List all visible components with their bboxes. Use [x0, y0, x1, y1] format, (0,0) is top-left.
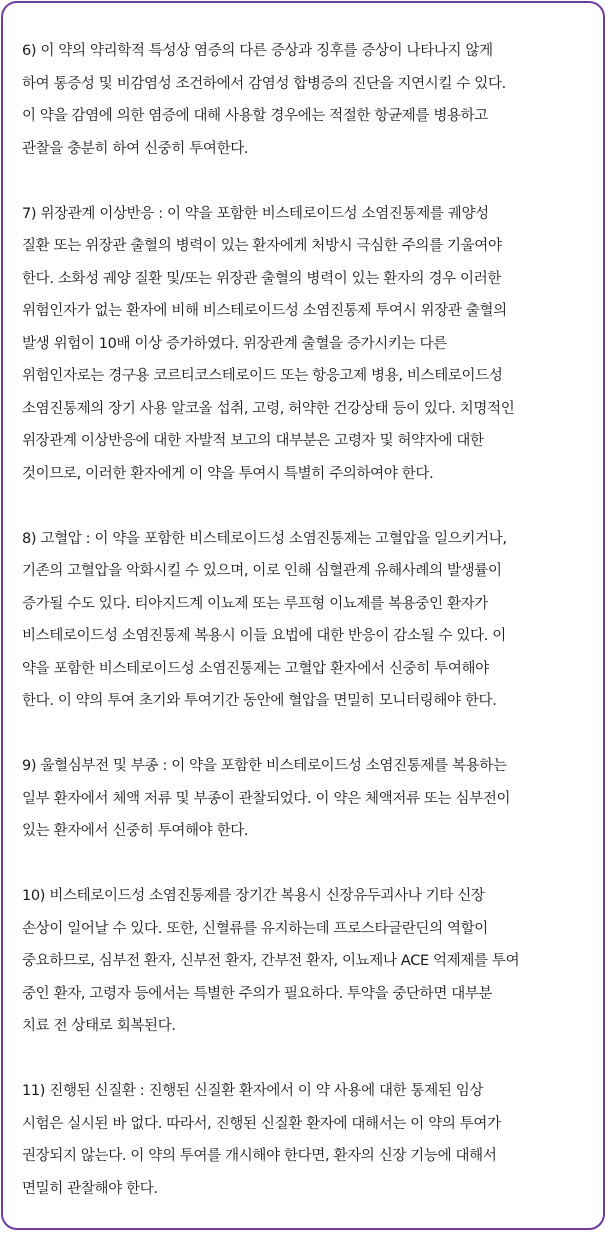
text-line: 소염진통제의 장기 사용 알코올 섭취, 고령, 허약한 건강상태 등이 있다. 치명적인 — [22, 400, 515, 417]
text-line: 일부 환자에서 체액 저류 및 부종이 관찰되었다. 이 약은 체액저류 또는 심부전이 — [22, 790, 511, 807]
text-line: 있는 환자에서 신중히 투여해야 한다. — [22, 823, 249, 839]
text-line: 기존의 고혈압을 악화시킬 수 있으며, 이로 인해 심혈관계 유해사례의 발생률이 — [22, 563, 502, 579]
text-line: 중요하므로, 심부전 환자, 신부전 환자, 간부전 환자, 이뇨제나 ACE 억제제를 투여 — [22, 953, 520, 969]
text-line: 10) 비스테로이드성 소염진통제를 장기간 복용시 신장유두괴사나 기타 신장 — [22, 888, 485, 904]
paragraph-7-gastrointestinal — [22, 198, 594, 491]
paragraph-9-heart-failure-edema — [22, 750, 594, 848]
text-line: 시험은 실시된 바 없다. 따라서, 진행된 신질환 환자에 대해서는 이 약의 투여가 — [22, 1115, 501, 1132]
paragraph-10-renal-damage — [22, 880, 594, 1043]
text-line: 7) 위장관계 이상반응 : 이 약을 포함한 비스테로이드성 소염진통제를 궤양성 — [22, 205, 489, 222]
text-line: 질환 또는 위장관 출혈의 병력이 있는 환자에게 처방시 극심한 주의를 기울여야 — [22, 238, 502, 254]
text-line: 이 약을 감염에 의한 염증에 대해 사용할 경우에는 적절한 항균제를 병용하고 — [22, 108, 488, 124]
text-line: 증가될 수도 있다. 티아지드계 이뇨제 또는 루프형 이뇨제를 복용중인 환자가 — [22, 595, 488, 612]
text-line: 11) 진행된 신질환 : 진행된 신질환 환자에서 이 약 사용에 대한 통제된 임상 — [22, 1083, 484, 1099]
text-line: 약을 포함한 비스테로이드성 소염진통제는 고혈압 환자에서 신중히 투여해야 — [22, 660, 489, 677]
text-line: 권장되지 않는다. 이 약의 투여를 개시해야 한다면, 환자의 신장 기능에 대해서 — [22, 1148, 497, 1164]
text-line: 8) 고혈압 : 이 약을 포함한 비스테로이드성 소염진통제는 고혈압을 일으키거나, — [22, 530, 507, 547]
text-line: 한다. 이 약의 투여 초기와 투여기간 동안에 혈압을 면밀히 모니터링해야 한다. — [22, 693, 497, 709]
text-line: 위험인자로는 경구용 코르티코스테로이드 또는 항응고제 병용, 비스테로이드성 — [22, 368, 503, 384]
text-line: 것이므로, 이러한 환자에게 이 약을 투여시 특별히 주의하여야 한다. — [22, 465, 434, 482]
document-frame — [1, 1, 605, 1230]
text-line: 관찰을 충분히 하여 신중히 투여한다. — [22, 140, 249, 157]
text-line: 손상이 일어날 수 있다. 또한, 신혈류를 유지하는데 프로스타글란딘의 역할이 — [22, 920, 488, 937]
text-line: 중인 환자, 고령자 등에서는 특별한 주의가 필요하다. 투약을 중단하면 대부분 — [22, 985, 493, 1002]
text-line: 위장관계 이상반응에 대한 자발적 보고의 대부분은 고령자 및 허약자에 대한 — [22, 433, 484, 449]
text-line: 면밀히 관찰해야 한다. — [22, 1180, 158, 1197]
text-line: 한다. 소화성 궤양 질환 및/또는 위장관 출혈의 병력이 있는 환자의 경우 이러한 — [22, 270, 502, 287]
paragraph-11-advanced-renal-disease — [22, 1075, 594, 1205]
document-body — [22, 35, 594, 1238]
text-line: 9) 울혈심부전 및 부종 : 이 약을 포함한 비스테로이드성 소염진통제를 복용하는 — [22, 758, 507, 774]
text-line: 하여 통증성 및 비감염성 조건하에서 감염성 합병증의 진단을 지연시킬 수 있다. — [22, 75, 506, 92]
paragraph-6-inflammation-masking — [22, 35, 594, 165]
paragraph-8-hypertension — [22, 523, 594, 718]
text-line: 위험인자가 없는 환자에 비해 비스테로이드성 소염진통제 투여시 위장관 출혈의 — [22, 303, 507, 319]
text-line: 치료 전 상태로 회복된다. — [22, 1018, 176, 1034]
text-line: 비스테로이드성 소염진통제 복용시 이들 요법에 대한 반응이 감소될 수 있다. 이 — [22, 628, 506, 644]
text-line: 6) 이 약의 약리학적 특성상 염증의 다른 증상과 징후를 증상이 나타나지 않게 — [22, 43, 493, 59]
text-line: 발생 위험이 10배 이상 증가하였다. 위장관계 출혈을 증가시키는 다른 — [22, 335, 447, 352]
